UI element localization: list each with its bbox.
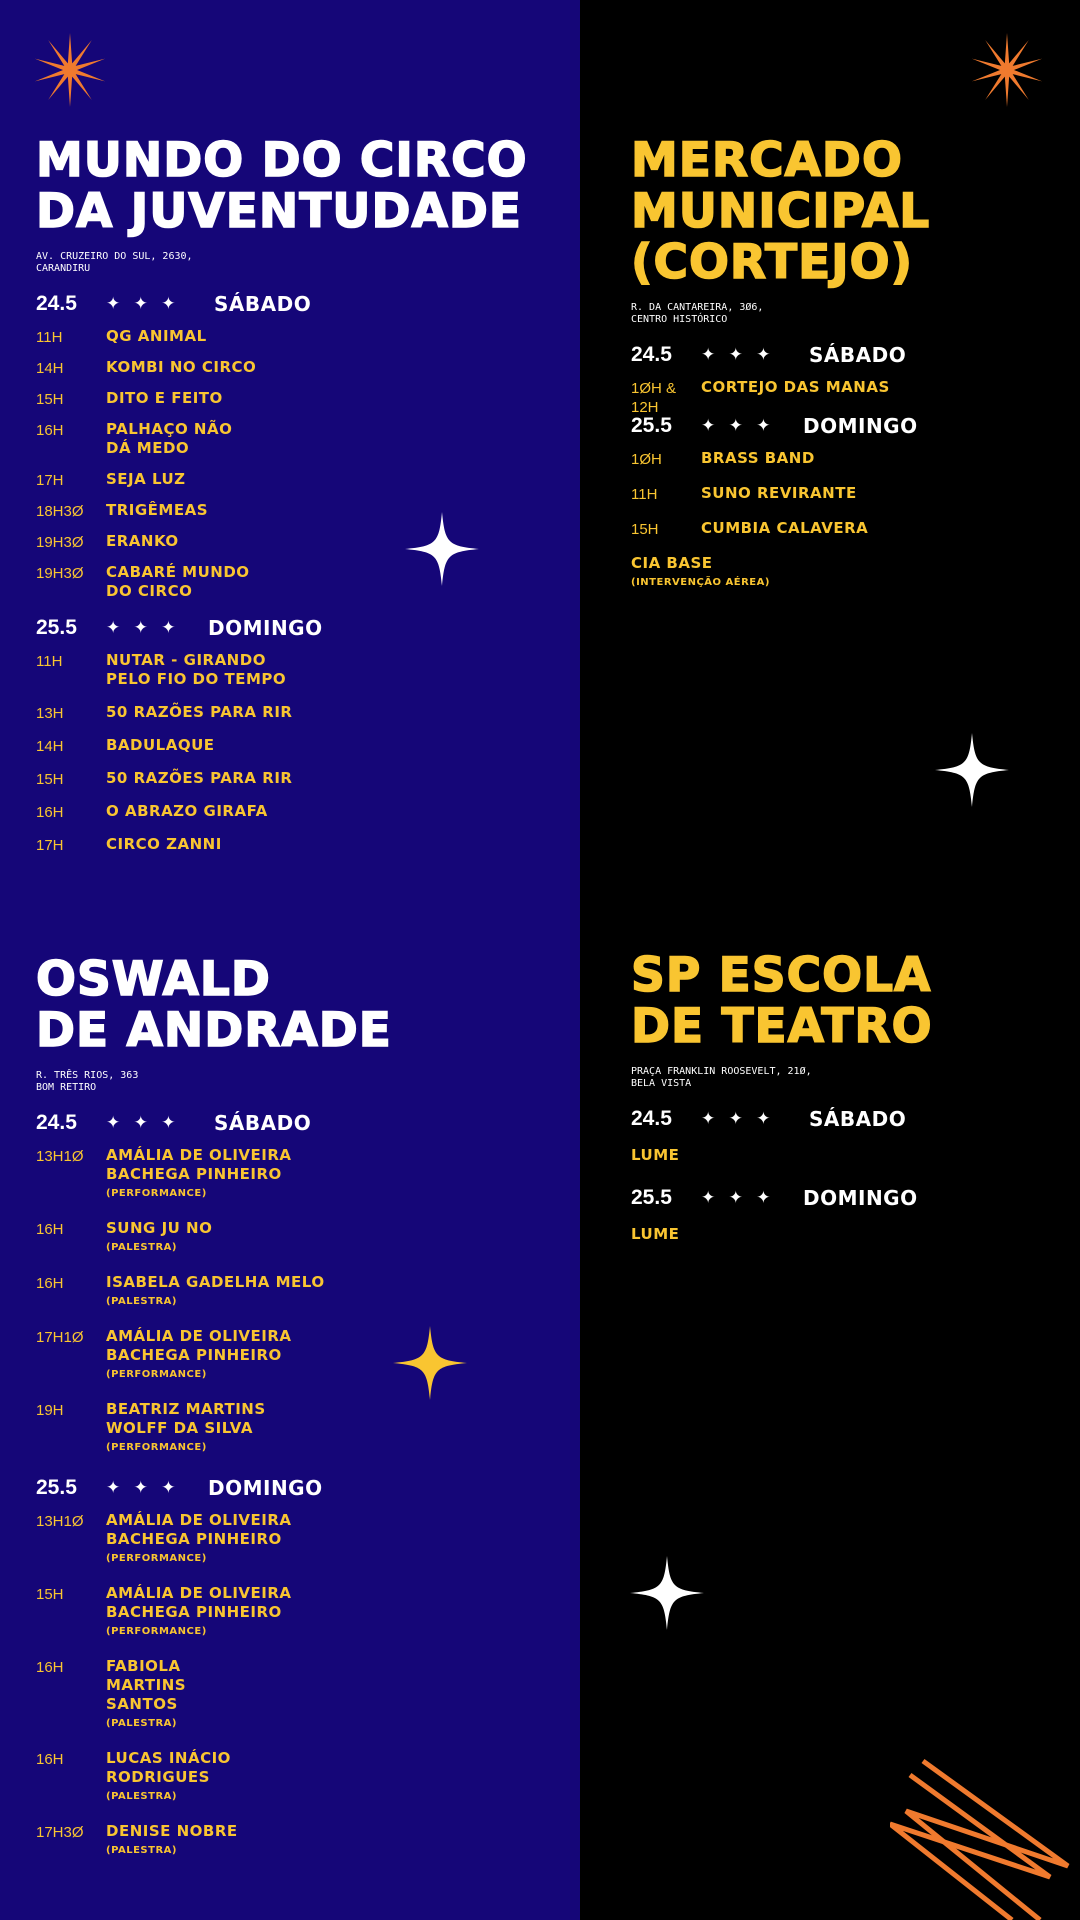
event-title: SUNG JU NO	[106, 1219, 213, 1237]
event-item	[36, 389, 556, 408]
event-title: AMÁLIA DE OLIVEIRA BACHEGA PINHEIRO	[106, 1511, 292, 1548]
event-title: FABIOLA MARTINS SANTOS	[106, 1657, 187, 1713]
star-glyph-icon: ✦ ✦ ✦	[106, 1113, 180, 1133]
event-title: BEATRIZ MARTINS WOLFF DA SILVA	[106, 1400, 266, 1437]
event-item	[36, 703, 556, 722]
event-time: 1ØH & 12H	[631, 380, 677, 416]
event-item	[36, 1273, 556, 1309]
event-item	[36, 1219, 556, 1255]
day-date: 25.5	[36, 1476, 77, 1499]
day-header-saturday	[36, 1108, 556, 1138]
event-item	[631, 449, 1051, 468]
day-date: 25.5	[631, 1186, 672, 1209]
event-title: CUMBIA CALAVERA	[701, 519, 869, 537]
event-item	[36, 835, 556, 854]
day-date: 24.5	[36, 1111, 77, 1134]
event-list	[631, 378, 1051, 416]
event-title: BADULAQUE	[106, 736, 215, 754]
day-header-saturday	[631, 340, 1051, 370]
venue-title: MUNDO DO CIRCO DA JUVENTUDADE	[36, 133, 528, 239]
event-list	[36, 651, 556, 854]
event-title: ISABELA GADELHA MELO	[106, 1273, 325, 1291]
event-list	[36, 1146, 556, 1455]
day-name: DOMINGO	[803, 414, 918, 438]
event-item	[36, 736, 556, 755]
event-time: 16H	[36, 1751, 64, 1768]
orange-starburst-icon	[33, 33, 107, 107]
event-time: 14H	[36, 360, 64, 377]
event-title: LUCAS INÁCIO RODRIGUES	[106, 1749, 231, 1786]
event-time: 15H	[36, 1586, 64, 1603]
event-title: BRASS BAND	[701, 449, 815, 467]
extra-event	[631, 554, 1051, 590]
event-item	[36, 470, 556, 489]
event-title: ERANKO	[106, 532, 179, 550]
event-subtitle: (PALESTRA)	[106, 1242, 177, 1253]
event-title: LUME	[631, 1225, 680, 1243]
event-item	[36, 501, 556, 520]
event-time: 16H	[36, 1659, 64, 1676]
venue-title: MERCADO MUNICIPAL (CORTEJO)	[631, 133, 931, 290]
event-item	[36, 1822, 556, 1858]
event-item	[36, 420, 556, 458]
event-title: SEJA LUZ	[106, 470, 186, 488]
orange-starburst-icon	[970, 33, 1044, 107]
event-time: 16H	[36, 1221, 64, 1238]
day-date: 24.5	[631, 343, 672, 366]
event-title: DITO E FEITO	[106, 389, 223, 407]
event-title: TRIGÊMEAS	[106, 501, 209, 519]
event-subtitle: (PERFORMANCE)	[106, 1188, 207, 1199]
event-item	[36, 1584, 556, 1639]
day-name: DOMINGO	[208, 616, 323, 640]
event-time: 19H3Ø	[36, 534, 84, 551]
event-title: AMÁLIA DE OLIVEIRA BACHEGA PINHEIRO	[106, 1584, 292, 1621]
day-name: SÁBADO	[809, 1107, 907, 1131]
venue-mercado-municipal	[631, 135, 1051, 602]
star-glyph-icon: ✦ ✦ ✦	[106, 294, 180, 314]
day-name: DOMINGO	[208, 1476, 323, 1500]
day-name: SÁBADO	[214, 292, 312, 316]
day-header-sunday	[36, 1473, 556, 1503]
event-title: QG ANIMAL	[106, 327, 207, 345]
event-title: KOMBI NO CIRCO	[106, 358, 257, 376]
day-header-sunday	[36, 613, 556, 643]
event-item	[36, 651, 556, 689]
event-time: 18H3Ø	[36, 503, 84, 520]
star-glyph-icon: ✦ ✦ ✦	[701, 1109, 775, 1129]
event-title: 50 RAZÕES PARA RIR	[106, 703, 293, 721]
event-title: PALHAÇO NÃO DÁ MEDO	[106, 420, 233, 457]
event-time: 13H1Ø	[36, 1513, 84, 1530]
event-time: 19H	[36, 1402, 64, 1419]
event-subtitle: (PERFORMANCE)	[106, 1553, 207, 1564]
event-item	[36, 1511, 556, 1566]
event-item	[631, 484, 1051, 503]
event-item	[36, 769, 556, 788]
event-item	[36, 1657, 556, 1731]
star-glyph-icon: ✦ ✦ ✦	[106, 618, 180, 638]
day-name: SÁBADO	[809, 343, 907, 367]
venue-address: R. DA CANTAREIRA, 3Ø6, CENTRO HISTÓRICO	[631, 302, 764, 325]
event-time: 1ØH	[631, 451, 662, 468]
event-subtitle: (INTERVENÇÃO AÉREA)	[631, 577, 770, 588]
event-time: 16H	[36, 1275, 64, 1292]
star-glyph-icon: ✦ ✦ ✦	[701, 416, 775, 436]
day-header-sunday	[631, 1183, 1051, 1213]
event-item	[36, 1749, 556, 1804]
event-subtitle: (PERFORMANCE)	[106, 1442, 207, 1453]
event-item	[36, 1146, 556, 1201]
event-time: 13H	[36, 705, 64, 722]
event-time: 17H1Ø	[36, 1329, 84, 1346]
day-name: SÁBADO	[214, 1111, 312, 1135]
venue-address: PRAÇA FRANKLIN ROOSEVELT, 21Ø, BELA VISTA	[631, 1066, 812, 1089]
event-title: CORTEJO DAS MANAS	[701, 378, 890, 396]
event-time: 17H	[36, 837, 64, 854]
venue-address: AV. CRUZEIRO DO SUL, 2630, CARANDIRU	[36, 251, 193, 274]
event-title: 50 RAZÕES PARA RIR	[106, 769, 293, 787]
venue-address: R. TRÊS RIOS, 363 BOM RETIRO	[36, 1070, 139, 1093]
event-time: 14H	[36, 738, 64, 755]
event-time: 15H	[631, 521, 659, 538]
venue-oswald-de-andrade	[36, 954, 556, 1876]
event-item	[631, 378, 1051, 416]
white-sparkle-icon	[630, 1556, 704, 1630]
orange-zigzag-icon	[890, 1752, 1080, 1920]
day-date: 24.5	[36, 292, 77, 315]
event-title: O ABRAZO GIRAFA	[106, 802, 268, 820]
day-header-saturday	[36, 289, 556, 319]
venue-mundo-do-circo	[36, 135, 556, 868]
day-date: 25.5	[36, 616, 77, 639]
event-item	[631, 1225, 1051, 1244]
event-title: CABARÉ MUNDO DO CIRCO	[106, 563, 250, 600]
star-glyph-icon: ✦ ✦ ✦	[106, 1478, 180, 1498]
event-time: 11H	[36, 329, 63, 346]
star-glyph-icon: ✦ ✦ ✦	[701, 345, 775, 365]
event-time: 15H	[36, 391, 64, 408]
event-title: AMÁLIA DE OLIVEIRA BACHEGA PINHEIRO	[106, 1327, 292, 1364]
day-header-saturday	[631, 1104, 1051, 1134]
event-item	[36, 802, 556, 821]
event-subtitle: (PERFORMANCE)	[106, 1626, 207, 1637]
event-time: 15H	[36, 771, 64, 788]
event-list	[631, 449, 1051, 538]
event-title: DENISE NOBRE	[106, 1822, 238, 1840]
event-time: 11H	[631, 486, 658, 503]
event-item	[36, 358, 556, 377]
event-time: 17H3Ø	[36, 1824, 84, 1841]
event-title: AMÁLIA DE OLIVEIRA BACHEGA PINHEIRO	[106, 1146, 292, 1183]
event-subtitle: (PALESTRA)	[106, 1296, 177, 1307]
event-item	[36, 1400, 556, 1455]
event-item	[36, 327, 556, 346]
venue-title: SP ESCOLA DE TEATRO	[631, 948, 933, 1054]
day-name: DOMINGO	[803, 1186, 918, 1210]
venue-title: OSWALD DE ANDRADE	[36, 952, 392, 1058]
event-list	[36, 1511, 556, 1858]
event-time: 16H	[36, 804, 64, 821]
venue-sp-escola-de-teatro	[631, 950, 1051, 1256]
star-glyph-icon: ✦ ✦ ✦	[701, 1188, 775, 1208]
event-subtitle: (PALESTRA)	[106, 1791, 177, 1802]
event-list	[36, 327, 556, 601]
event-item	[36, 563, 556, 601]
event-title: SUNO REVIRANTE	[701, 484, 857, 502]
day-date: 24.5	[631, 1107, 672, 1130]
event-time: 17H	[36, 472, 64, 489]
white-sparkle-icon	[935, 733, 1009, 807]
event-item	[631, 519, 1051, 538]
event-time: 16H	[36, 422, 64, 439]
event-item	[36, 1327, 556, 1382]
event-title: LUME	[631, 1146, 680, 1164]
event-subtitle: (PERFORMANCE)	[106, 1369, 207, 1380]
event-subtitle: (PALESTRA)	[106, 1718, 177, 1729]
day-date: 25.5	[631, 414, 672, 437]
event-time: 13H1Ø	[36, 1148, 84, 1165]
event-subtitle: (PALESTRA)	[106, 1845, 177, 1856]
event-time: 11H	[36, 653, 63, 670]
event-item	[36, 532, 556, 551]
event-title: CIA BASE	[631, 554, 713, 572]
event-time: 19H3Ø	[36, 565, 84, 582]
day-header-sunday	[631, 411, 1051, 441]
event-title: CIRCO ZANNI	[106, 835, 222, 853]
event-item	[631, 1146, 1051, 1165]
event-title: NUTAR - GIRANDO PELO FIO DO TEMPO	[106, 651, 287, 688]
